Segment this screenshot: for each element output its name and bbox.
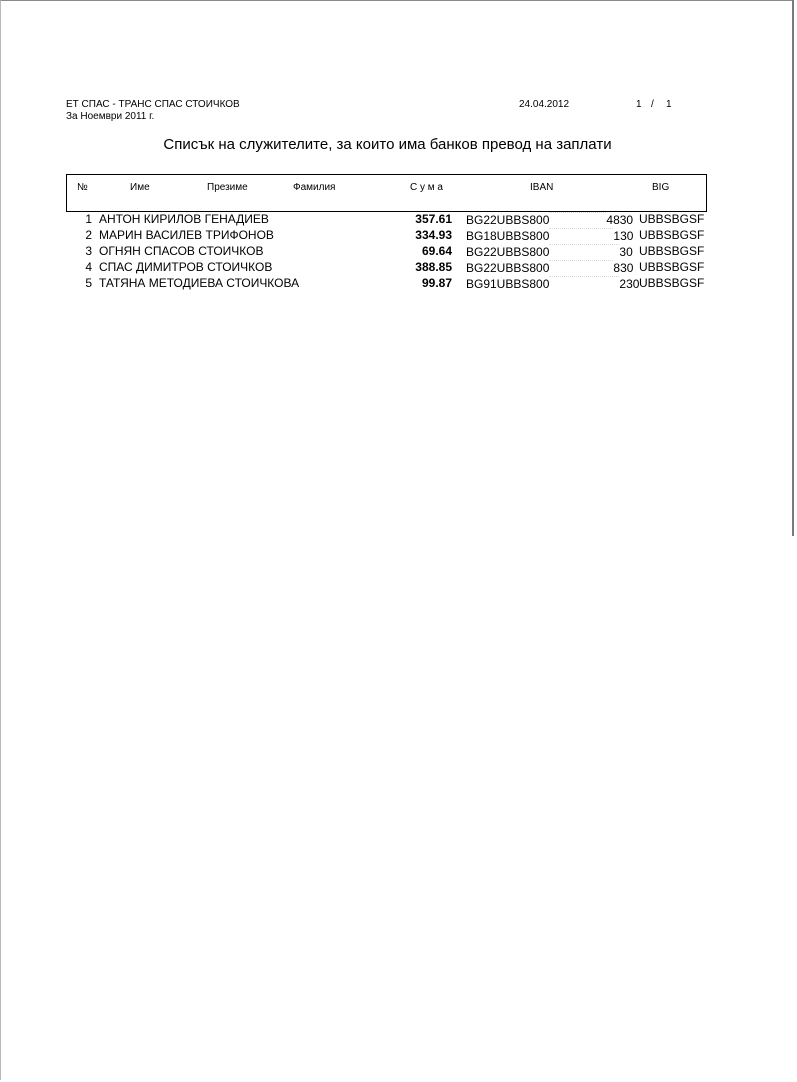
row-number: 3 (85, 244, 92, 258)
iban-redaction (549, 260, 613, 273)
column-header-bic: BIG (652, 182, 670, 193)
row-number: 5 (85, 276, 92, 290)
salary-amount: 334.93 (415, 228, 452, 242)
row-number: 2 (85, 228, 92, 242)
column-header-amount: С у м а (410, 182, 443, 193)
iban-value (466, 228, 633, 243)
table-row (0, 260, 797, 276)
iban-end: 4830 (606, 213, 634, 227)
table-row (0, 228, 797, 244)
report-period: За Ноември 2011 г. (66, 111, 155, 122)
column-header-last-name: Фамилия (293, 182, 336, 193)
employee-name: СПАС ДИМИТРОВ СТОИЧКОВ (99, 260, 273, 274)
row-number: 1 (85, 212, 92, 226)
employee-name: ОГНЯН СПАСОВ СТОИЧКОВ (99, 244, 264, 258)
page-separator: / (651, 99, 654, 110)
row-number: 4 (85, 260, 92, 274)
iban-start: BG22UBBS800 (466, 245, 550, 259)
table-row (0, 244, 797, 260)
iban-value (466, 244, 633, 259)
iban-end: 30 (619, 245, 633, 259)
table-header (66, 174, 707, 212)
iban-end: 230 (619, 277, 640, 291)
column-header-iban: IBAN (530, 182, 554, 193)
column-header-num: № (77, 182, 88, 193)
table-row (0, 212, 797, 228)
employee-name: АНТОН КИРИЛОВ ГЕНАДИЕВ (99, 212, 269, 226)
bic-value: UBBSBGSF (639, 212, 705, 226)
page-total: 1 (666, 99, 672, 110)
company-name: ЕТ СПАС - ТРАНС СПАС СТОИЧКОВ (66, 99, 240, 110)
iban-start: BG22UBBS800 (466, 261, 550, 275)
salary-amount: 388.85 (415, 260, 452, 274)
iban-value (466, 260, 633, 275)
iban-redaction (549, 276, 619, 289)
iban-end: 130 (613, 229, 634, 243)
salary-amount: 69.64 (421, 244, 452, 258)
column-header-first-name: Име (130, 182, 150, 193)
bic-value: UBBSBGSF (639, 244, 705, 258)
page-current: 1 (636, 99, 642, 110)
iban-start: BG18UBBS800 (466, 229, 550, 243)
bic-value: UBBSBGSF (639, 276, 705, 290)
iban-redaction (549, 212, 606, 225)
table-row (0, 276, 797, 292)
iban-redaction (549, 244, 619, 257)
iban-start: BG91UBBS800 (466, 277, 550, 291)
page-title: Списък на служителите, за които има банков превод на заплати (163, 136, 612, 153)
iban-value (466, 212, 633, 227)
bic-value: UBBSBGSF (639, 228, 705, 242)
salary-amount: 99.87 (421, 276, 452, 290)
iban-end: 830 (613, 261, 634, 275)
iban-value (466, 276, 639, 291)
employee-name: ТАТЯНА МЕТОДИЕВА СТОИЧКОВА (99, 276, 300, 290)
employee-name: МАРИН ВАСИЛЕВ ТРИФОНОВ (99, 228, 274, 242)
report-date: 24.04.2012 (519, 99, 570, 110)
iban-redaction (549, 228, 613, 241)
iban-start: BG22UBBS800 (466, 213, 550, 227)
bic-value: UBBSBGSF (639, 260, 705, 274)
column-header-middle-name: Презиме (207, 182, 248, 193)
salary-amount: 357.61 (415, 212, 452, 226)
